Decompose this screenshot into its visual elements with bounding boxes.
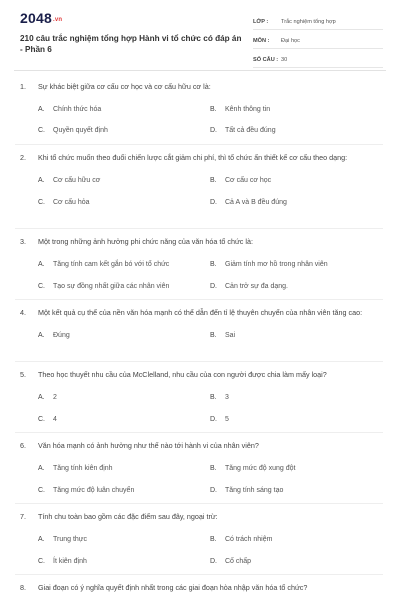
question-number: 8. — [20, 583, 26, 592]
option-b[interactable]: B. 3 — [210, 394, 229, 401]
option-c[interactable]: C. Tăng mức độ luân chuyển — [38, 487, 135, 494]
option-b[interactable]: B. Cơ cấu cơ học — [210, 177, 272, 184]
option-d[interactable]: D. Tất cả đều đúng — [210, 127, 276, 134]
question-text — [20, 511, 390, 522]
meta-row-class — [253, 14, 383, 30]
question-body: Giai đoạn có ý nghĩa quyết định nhất trong các giai đoạn hòa nhập văn hóa tổ chức? — [38, 583, 308, 592]
question-5 — [20, 369, 390, 432]
option-b[interactable]: B. Tăng mức độ xung đột — [210, 465, 296, 472]
option-b[interactable]: B. Giảm tính mơ hồ trong nhân viên — [210, 261, 328, 268]
question-body: Theo học thuyết nhu cầu của McClelland, nhu cầu của con người được chia làm mấy loại? — [38, 370, 327, 379]
meta-value: 30 — [281, 56, 288, 63]
question-divider — [15, 144, 383, 145]
question-number: 5. — [20, 370, 26, 379]
question-divider — [15, 228, 383, 229]
meta-value[interactable]: Đại học — [281, 37, 300, 44]
option-a[interactable]: A. 2 — [38, 394, 57, 401]
question-2 — [20, 152, 390, 215]
option-c[interactable]: C. Cơ cấu hỏa — [38, 199, 90, 206]
question-number: 3. — [20, 237, 26, 246]
option-c[interactable]: C. 4 — [38, 416, 57, 423]
question-text — [20, 236, 390, 247]
option-d[interactable]: D. Cố chấp — [210, 558, 252, 565]
option-b[interactable]: B. Sai — [210, 332, 236, 339]
question-7 — [20, 511, 390, 574]
document-meta — [253, 14, 383, 71]
meta-row-subject — [253, 33, 383, 49]
option-d[interactable]: D. Cản trở sự đa dạng. — [210, 283, 288, 290]
question-number: 1. — [20, 82, 26, 91]
option-c[interactable]: C. Ít kiên định — [38, 558, 87, 565]
question-number: 7. — [20, 512, 26, 521]
question-body: Một kết quả cụ thể của nền văn hóa mạnh có thể dẫn đến tỉ lệ thuyên chuyển của nhân viên tăng cao: — [38, 308, 363, 317]
answer-options — [20, 98, 390, 144]
answer-options — [20, 253, 390, 299]
option-a[interactable]: A. Trung thực — [38, 536, 87, 543]
option-a[interactable]: A. Cơ cấu hữu cơ — [38, 177, 101, 184]
answer-options — [20, 457, 390, 503]
question-body: Một trong những ảnh hưởng phi chức năng của văn hóa tổ chức là: — [38, 237, 253, 246]
option-b[interactable]: B. Kênh thông tin — [210, 106, 271, 113]
answer-options — [20, 386, 390, 432]
question-text — [20, 582, 390, 593]
answer-options — [20, 169, 390, 215]
option-c[interactable]: C. Quyền quyết định — [38, 127, 108, 134]
question-body: Khi tổ chức muốn theo đuổi chiến lược cắt giảm chi phí, thì tổ chức ấn thiết kế cơ cấu theo dạng: — [38, 153, 348, 162]
question-body: Sự khác biệt giữa cơ cấu cơ học và cơ cấu hữu cơ là: — [38, 82, 211, 91]
question-divider — [15, 361, 383, 362]
meta-label: MÔN : — [253, 37, 270, 44]
document-title: 210 câu trắc nghiệm tổng hợp Hành vi tổ chức có đáp án - Phần 6 — [20, 34, 242, 54]
question-8 — [20, 582, 390, 593]
option-b[interactable]: B. Có trách nhiệm — [210, 536, 273, 543]
site-logo[interactable]: 2048.vn — [20, 10, 63, 26]
option-d[interactable]: D. 5 — [210, 416, 229, 423]
question-text — [20, 440, 390, 451]
option-d[interactable]: D. Cả A và B đều đúng — [210, 199, 287, 206]
option-a[interactable]: A. Tăng tính cam kết gắn bó với tổ chức — [38, 261, 170, 268]
question-number: 4. — [20, 308, 26, 317]
header-divider — [14, 70, 386, 71]
question-1 — [20, 81, 390, 144]
question-number: 2. — [20, 153, 26, 162]
question-divider — [15, 299, 383, 300]
question-divider — [15, 574, 383, 575]
question-text — [20, 81, 390, 92]
question-number: 6. — [20, 441, 26, 450]
option-a[interactable]: A. Đúng — [38, 332, 70, 339]
question-4 — [20, 307, 390, 346]
option-d[interactable]: D. Tăng tính sáng tạo — [210, 487, 284, 494]
question-body: Tính chu toàn bao gồm các đặc điểm sau đây, ngoại trừ: — [38, 512, 218, 521]
meta-row-count — [253, 52, 383, 68]
question-divider — [15, 503, 383, 504]
document-header — [0, 0, 400, 70]
meta-label: LỚP : — [253, 18, 269, 25]
meta-label: SỐ CÂU : — [253, 56, 279, 63]
question-3 — [20, 236, 390, 299]
question-text — [20, 369, 390, 380]
question-text — [20, 307, 390, 318]
option-a[interactable]: A. Chính thức hóa — [38, 106, 102, 113]
question-body: Văn hóa mạnh có ảnh hưởng như thế nào tới hành vi của nhân viên? — [38, 441, 259, 450]
option-a[interactable]: A. Tăng tính kiên định — [38, 465, 113, 472]
question-text — [20, 152, 390, 163]
answer-options — [20, 528, 390, 574]
question-divider — [15, 432, 383, 433]
option-c[interactable]: C. Tạo sự đồng nhất giữa các nhân viên — [38, 283, 170, 290]
answer-options — [20, 324, 390, 346]
meta-value[interactable]: Trắc nghiệm tổng hợp — [281, 18, 336, 25]
question-6 — [20, 440, 390, 503]
